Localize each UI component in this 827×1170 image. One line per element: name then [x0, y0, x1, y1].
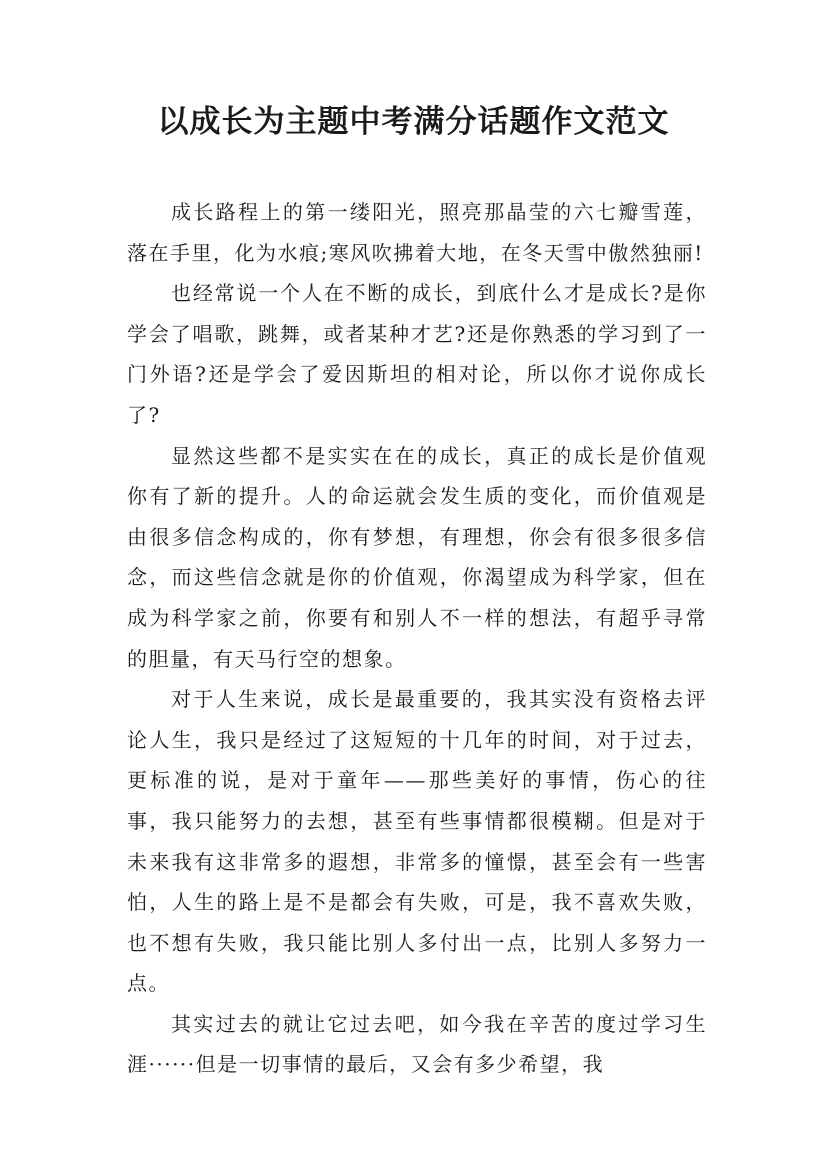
paragraph: 其实过去的就让它过去吧，如今我在辛苦的度过学习生涯······但是一切事情的最后，又会有多少希望，我 [127, 1011, 707, 1077]
document-body [127, 192, 707, 1085]
paragraph: 对于人生来说，成长是最重要的，我其实没有资格去评论人生，我只是经过了这短短的十几年的时间，对于过去，更标准的说，是对于童年——那些美好的事情，伤心的往事，我只能努力的去想，甚至有些事情都很模糊。但是对于未来我有这非常多的遐想，非常多的憧憬，甚至会有一些害怕，人生的路上是不是都会有失败，可是，我不喜欢失败，也不想有失败，我只能比别人多付出一点，比别人多努力一点。 [127, 687, 707, 996]
paragraph: 也经常说一个人在不断的成长，到底什么才是成长?是你学会了唱歌，跳舞，或者某种才艺?还是你熟悉的学习到了一门外语?还是学会了爱因斯坦的相对论，所以你才说你成长了? [127, 281, 707, 427]
paragraph: 成长路程上的第一缕阳光，照亮那晶莹的六七瓣雪莲，落在手里，化为水痕;寒风吹拂着大地，在冬天雪中傲然独丽! [127, 200, 707, 265]
document-title: 以成长为主题中考满分话题作文范文 [157, 104, 670, 140]
paragraph: 显然这些都不是实实在在的成长，真正的成长是价值观你有了新的提升。人的命运就会发生质的变化，而价值观是由很多信念构成的，你有梦想，有理想，你会有很多很多信念，而这些信念就是你的价值观，你渴望成为科学家，但在成为科学家之前，你要有和别人不一样的想法，有超乎寻常的胆量，有天马行空的想象。 [127, 443, 707, 671]
